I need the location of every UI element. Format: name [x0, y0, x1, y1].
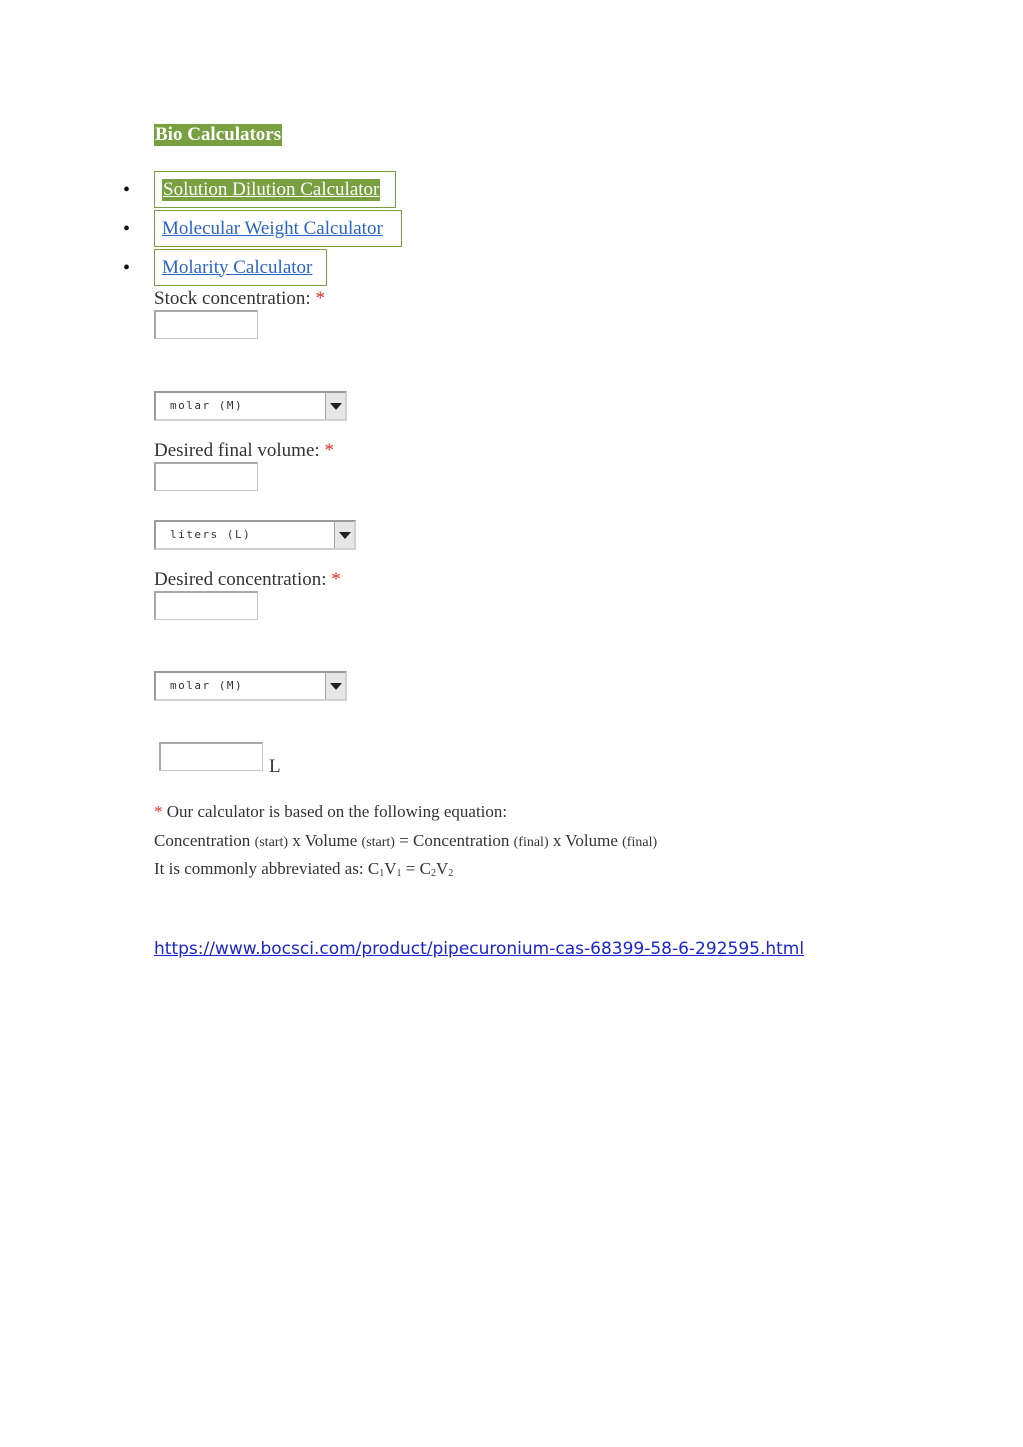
- result-output[interactable]: [159, 742, 263, 771]
- required-mark: *: [154, 802, 163, 821]
- volume-unit-select[interactable]: [154, 520, 356, 550]
- required-mark: *: [315, 288, 325, 309]
- chevron-down-icon[interactable]: [334, 522, 354, 548]
- nav-link-molarity[interactable]: Molarity Calculator: [162, 256, 313, 278]
- required-mark: *: [331, 569, 341, 590]
- stock-concentration-input[interactable]: [154, 310, 258, 339]
- bullet: •: [123, 179, 131, 201]
- equation-formula: Concentration (start) x Volume (start) = Concentration (final) x Volume (final): [154, 831, 658, 850]
- bullet: •: [123, 257, 131, 279]
- equation-abbreviation: It is commonly abbreviated as: $C_1V_1 = C_2V_2$: [154, 859, 454, 879]
- stock-concentration-label: Stock concentration: *: [154, 288, 325, 309]
- equation-intro: * Our calculator is based on the following equation:: [154, 802, 508, 821]
- product-link[interactable]: https://www.bocsci.com/product/pipecuronium-cas-68399-58-6-292595.html: [154, 939, 805, 959]
- result-unit-label: L: [269, 756, 281, 777]
- volume-unit-value: liters (L): [170, 528, 252, 541]
- stock-unit-select[interactable]: [154, 391, 347, 421]
- nav-item-solution-dilution[interactable]: [154, 171, 396, 208]
- chevron-down-icon[interactable]: [325, 393, 345, 419]
- final-volume-label: Desired final volume: *: [154, 440, 334, 461]
- desired-concentration-label: Desired concentration: *: [154, 569, 341, 590]
- chevron-down-icon[interactable]: [325, 673, 345, 699]
- nav-link-molecular-weight[interactable]: Molecular Weight Calculator: [162, 217, 383, 239]
- nav-item-molarity[interactable]: [154, 249, 327, 286]
- stock-unit-value: molar (M): [170, 399, 244, 412]
- nav-item-molecular-weight[interactable]: [154, 210, 402, 247]
- bullet: •: [123, 218, 131, 240]
- desired-concentration-input[interactable]: [154, 591, 258, 620]
- desired-unit-select[interactable]: [154, 671, 347, 701]
- final-volume-input[interactable]: [154, 462, 258, 491]
- page-title: Bio Calculators: [155, 124, 282, 145]
- nav-link-solution-dilution[interactable]: Solution Dilution Calculator: [163, 178, 380, 200]
- required-mark: *: [324, 440, 334, 461]
- desired-unit-value: molar (M): [170, 679, 244, 692]
